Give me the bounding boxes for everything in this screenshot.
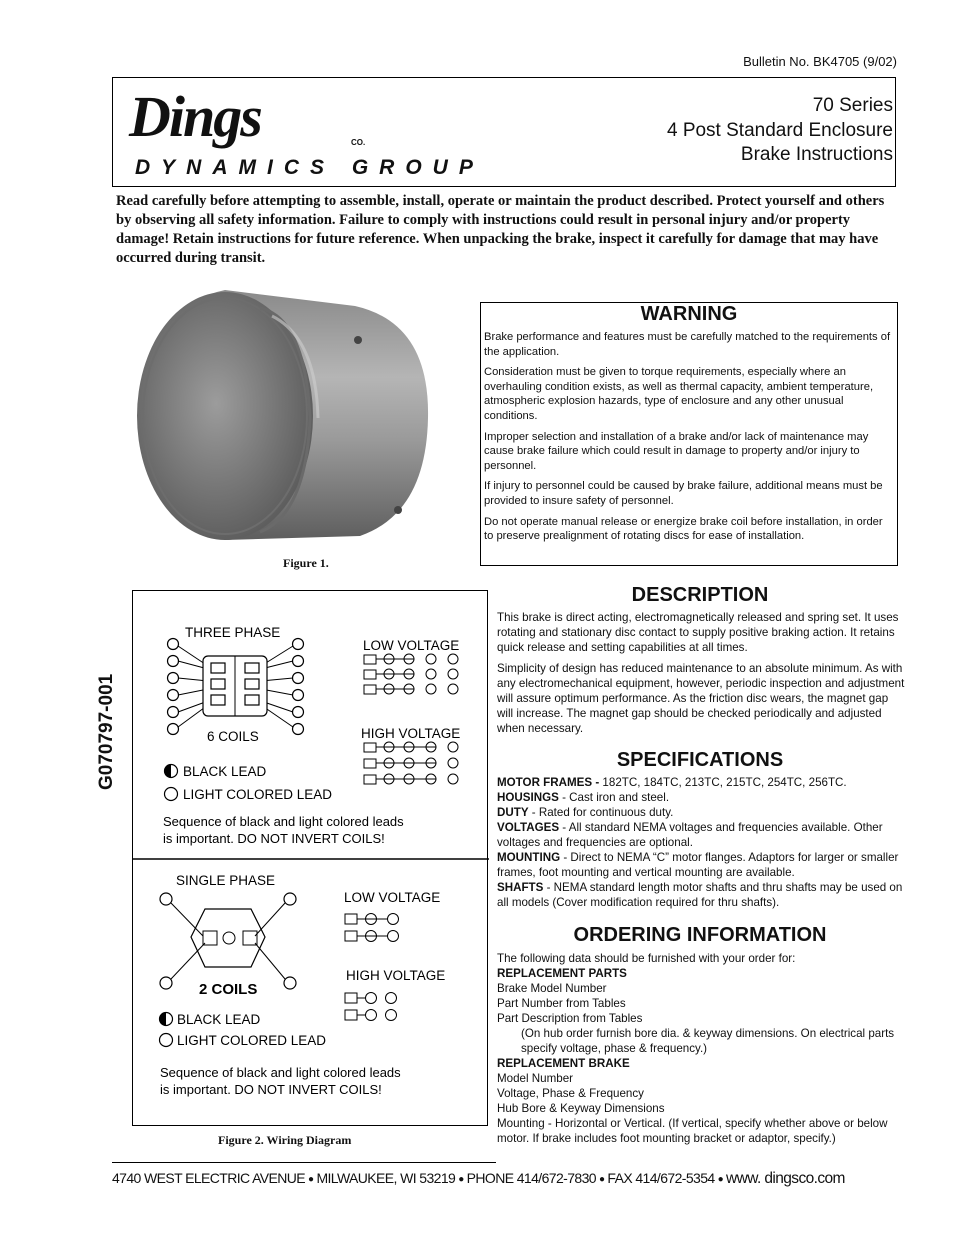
part-number: G070797-001 (96, 673, 117, 790)
three-phase-light-lead: LIGHT COLORED LEAD (183, 787, 333, 802)
bulletin-number: Bulletin No. BK4705 (9/02) (743, 54, 897, 69)
specifications-title: SPECIFICATIONS (616, 749, 784, 771)
ordering-parts-note: (On hub order furnish bore dia. & keyway dimensions. On electrical parts specify voltage, phase & frequency.) (521, 1027, 895, 1055)
description-paragraph: This brake is direct acting, electromagnetically released and spring set. It uses rotating and stationary disc contact to supply positive braking action. It retains quick release and setting capabilities at all times. (497, 611, 899, 654)
three-phase-coils: 6 COILS (207, 729, 259, 744)
ordering-line: Model Number (497, 1072, 574, 1085)
warning-paragraphs (484, 330, 892, 550)
three-phase-title: THREE PHASE (185, 625, 281, 640)
description-body (497, 610, 907, 742)
ordering-line: Part Description from Tables (497, 1012, 643, 1025)
dynamics-group-logo: DYNAMICS GROUP (135, 156, 484, 179)
three-phase-note-1: Sequence of black and light colored leads (163, 814, 404, 829)
footer-address: 4740 WEST ELECTRIC AVENUE (112, 1170, 305, 1186)
logo-co: CO. (351, 138, 366, 147)
spec-item: MOUNTING - Direct to NEMA “C” motor flanges. Adaptors for larger or smaller frames, foot mounting and vertical mounting are available. (497, 851, 899, 879)
ordering-line: Hub Bore & Keyway Dimensions (497, 1102, 665, 1115)
warning-paragraph: Improper selection and installation of a brake and/or lack of maintenance may cause brake failure which could result in damage to property and/or injury to personnel. (484, 430, 869, 472)
bullet-icon: ● (458, 1174, 464, 1185)
specifications-list (497, 775, 907, 910)
single-phase-high-voltage: HIGH VOLTAGE (346, 968, 446, 983)
bullet-icon: ● (598, 1174, 605, 1185)
warning-box (480, 302, 898, 566)
replacement-parts-label: REPLACEMENT PARTS (497, 967, 627, 980)
ordering-mounting-note: Mounting - Horizontal or Vertical. (If vertical, specify whether above or below motor. If brake includes foot mounting bracket or adaptor, specify.) (497, 1117, 888, 1145)
header-box (112, 77, 896, 187)
wiring-diagram-drawing (133, 591, 489, 1127)
footer-website[interactable]: www. dingsco.com (726, 1170, 845, 1187)
bullet-icon: ● (308, 1174, 314, 1185)
footer-fax: FAX 414/672-5354 (607, 1170, 715, 1186)
footer-city: MILWAUKEE, WI 53219 (316, 1170, 456, 1186)
warning-paragraph: Brake performance and features must be carefully matched to the requirements of the application. (484, 331, 891, 358)
footer-phone: PHONE 414/672-7830 (466, 1170, 596, 1186)
warning-paragraph: If injury to personnel could be caused by brake failure, additional means must be provided to insure safety of personnel. (484, 480, 883, 507)
three-phase-note-2: is important. DO NOT INVERT COILS! (163, 831, 385, 846)
document-title (667, 94, 893, 168)
description-title: DESCRIPTION (631, 584, 769, 606)
footer (112, 1170, 845, 1188)
intro-paragraph: Read carefully before attempting to assemble, install, operate or maintain the product described. Protect yourself and others by observing all safety information. Failure to comply with instructions could result in personal injury and/or property damage! Retain instructions for future reference. When unpacking the brake, inspect it carefully for damage that may have occurred during transit. (116, 193, 885, 266)
three-phase-black-lead: BLACK LEAD (183, 764, 267, 779)
ordering-line: Part Number from Tables (497, 997, 626, 1010)
title-line-1: 70 Series (812, 95, 893, 116)
brake-enclosure-image (130, 278, 440, 548)
title-line-2: 4 Post Standard Enclosure (666, 119, 893, 141)
figure-2-caption: Figure 2. Wiring Diagram (218, 1133, 352, 1147)
replacement-brake-label: REPLACEMENT BRAKE (497, 1057, 630, 1070)
ordering-line: Voltage, Phase & Frequency (497, 1087, 644, 1100)
three-phase-low-voltage: LOW VOLTAGE (363, 638, 460, 653)
warning-title: WARNING (640, 303, 738, 325)
single-phase-black-lead: BLACK LEAD (177, 1012, 261, 1027)
spec-item: HOUSINGS - Cast iron and steel. (497, 791, 670, 804)
spec-item: SHAFTS - NEMA standard length motor shafts and thru shafts may be used on all models (Cover modification required for thru shafts). (497, 881, 903, 909)
title-line-3: Brake Instructions (740, 144, 893, 165)
warning-paragraph: Do not operate manual release or energize brake coil before installation, in order to preserve prealignment of rotating discs for ease of installation. (484, 515, 883, 543)
figure-1-caption: Figure 1. (283, 556, 329, 570)
spec-item: MOTOR FRAMES - 182TC, 184TC, 213TC, 215TC, 254TC, 256TC. (497, 776, 847, 789)
single-phase-note-1: Sequence of black and light colored leads (160, 1065, 401, 1080)
single-phase-low-voltage: LOW VOLTAGE (344, 890, 441, 905)
bullet-icon: ● (717, 1174, 724, 1185)
description-paragraph: Simplicity of design has reduced maintenance to an absolute minimum. As with any electromechanical equipment, however, periodic inspection and adjustment will assure optimum performance. As the friction disc wears, the magnet gap will increase. The magnet gap should be checked periodically and adjusted when necessary. (497, 662, 905, 735)
warning-paragraph: Consideration must be given to torque requirements, especially where an overhauling condition exists, as well as thermal capacity, ambient temperature, atmospheric explosion hazards, type of enclosure and any other unusual conditions. (484, 366, 874, 422)
ordering-line: Brake Model Number (497, 982, 607, 995)
single-phase-coils: 2 COILS (199, 981, 258, 998)
ordering-title: ORDERING INFORMATION (573, 924, 827, 946)
dings-logo: Dings (129, 84, 261, 149)
single-phase-note-2: is important. DO NOT INVERT COILS! (160, 1082, 382, 1097)
wiring-diagram (132, 590, 488, 1126)
spec-item: VOLTAGES - All standard NEMA voltages and frequencies available. Other voltages and frequencies are optional. (497, 821, 883, 849)
ordering-intro: The following data should be furnished with your order for: (497, 952, 796, 965)
ordering-body (497, 951, 907, 1146)
single-phase-light-lead: LIGHT COLORED LEAD (177, 1033, 327, 1048)
three-phase-high-voltage: HIGH VOLTAGE (361, 726, 461, 741)
single-phase-title: SINGLE PHASE (176, 873, 276, 888)
footer-rule (112, 1162, 496, 1163)
spec-item: DUTY - Rated for continuous duty. (497, 806, 674, 819)
